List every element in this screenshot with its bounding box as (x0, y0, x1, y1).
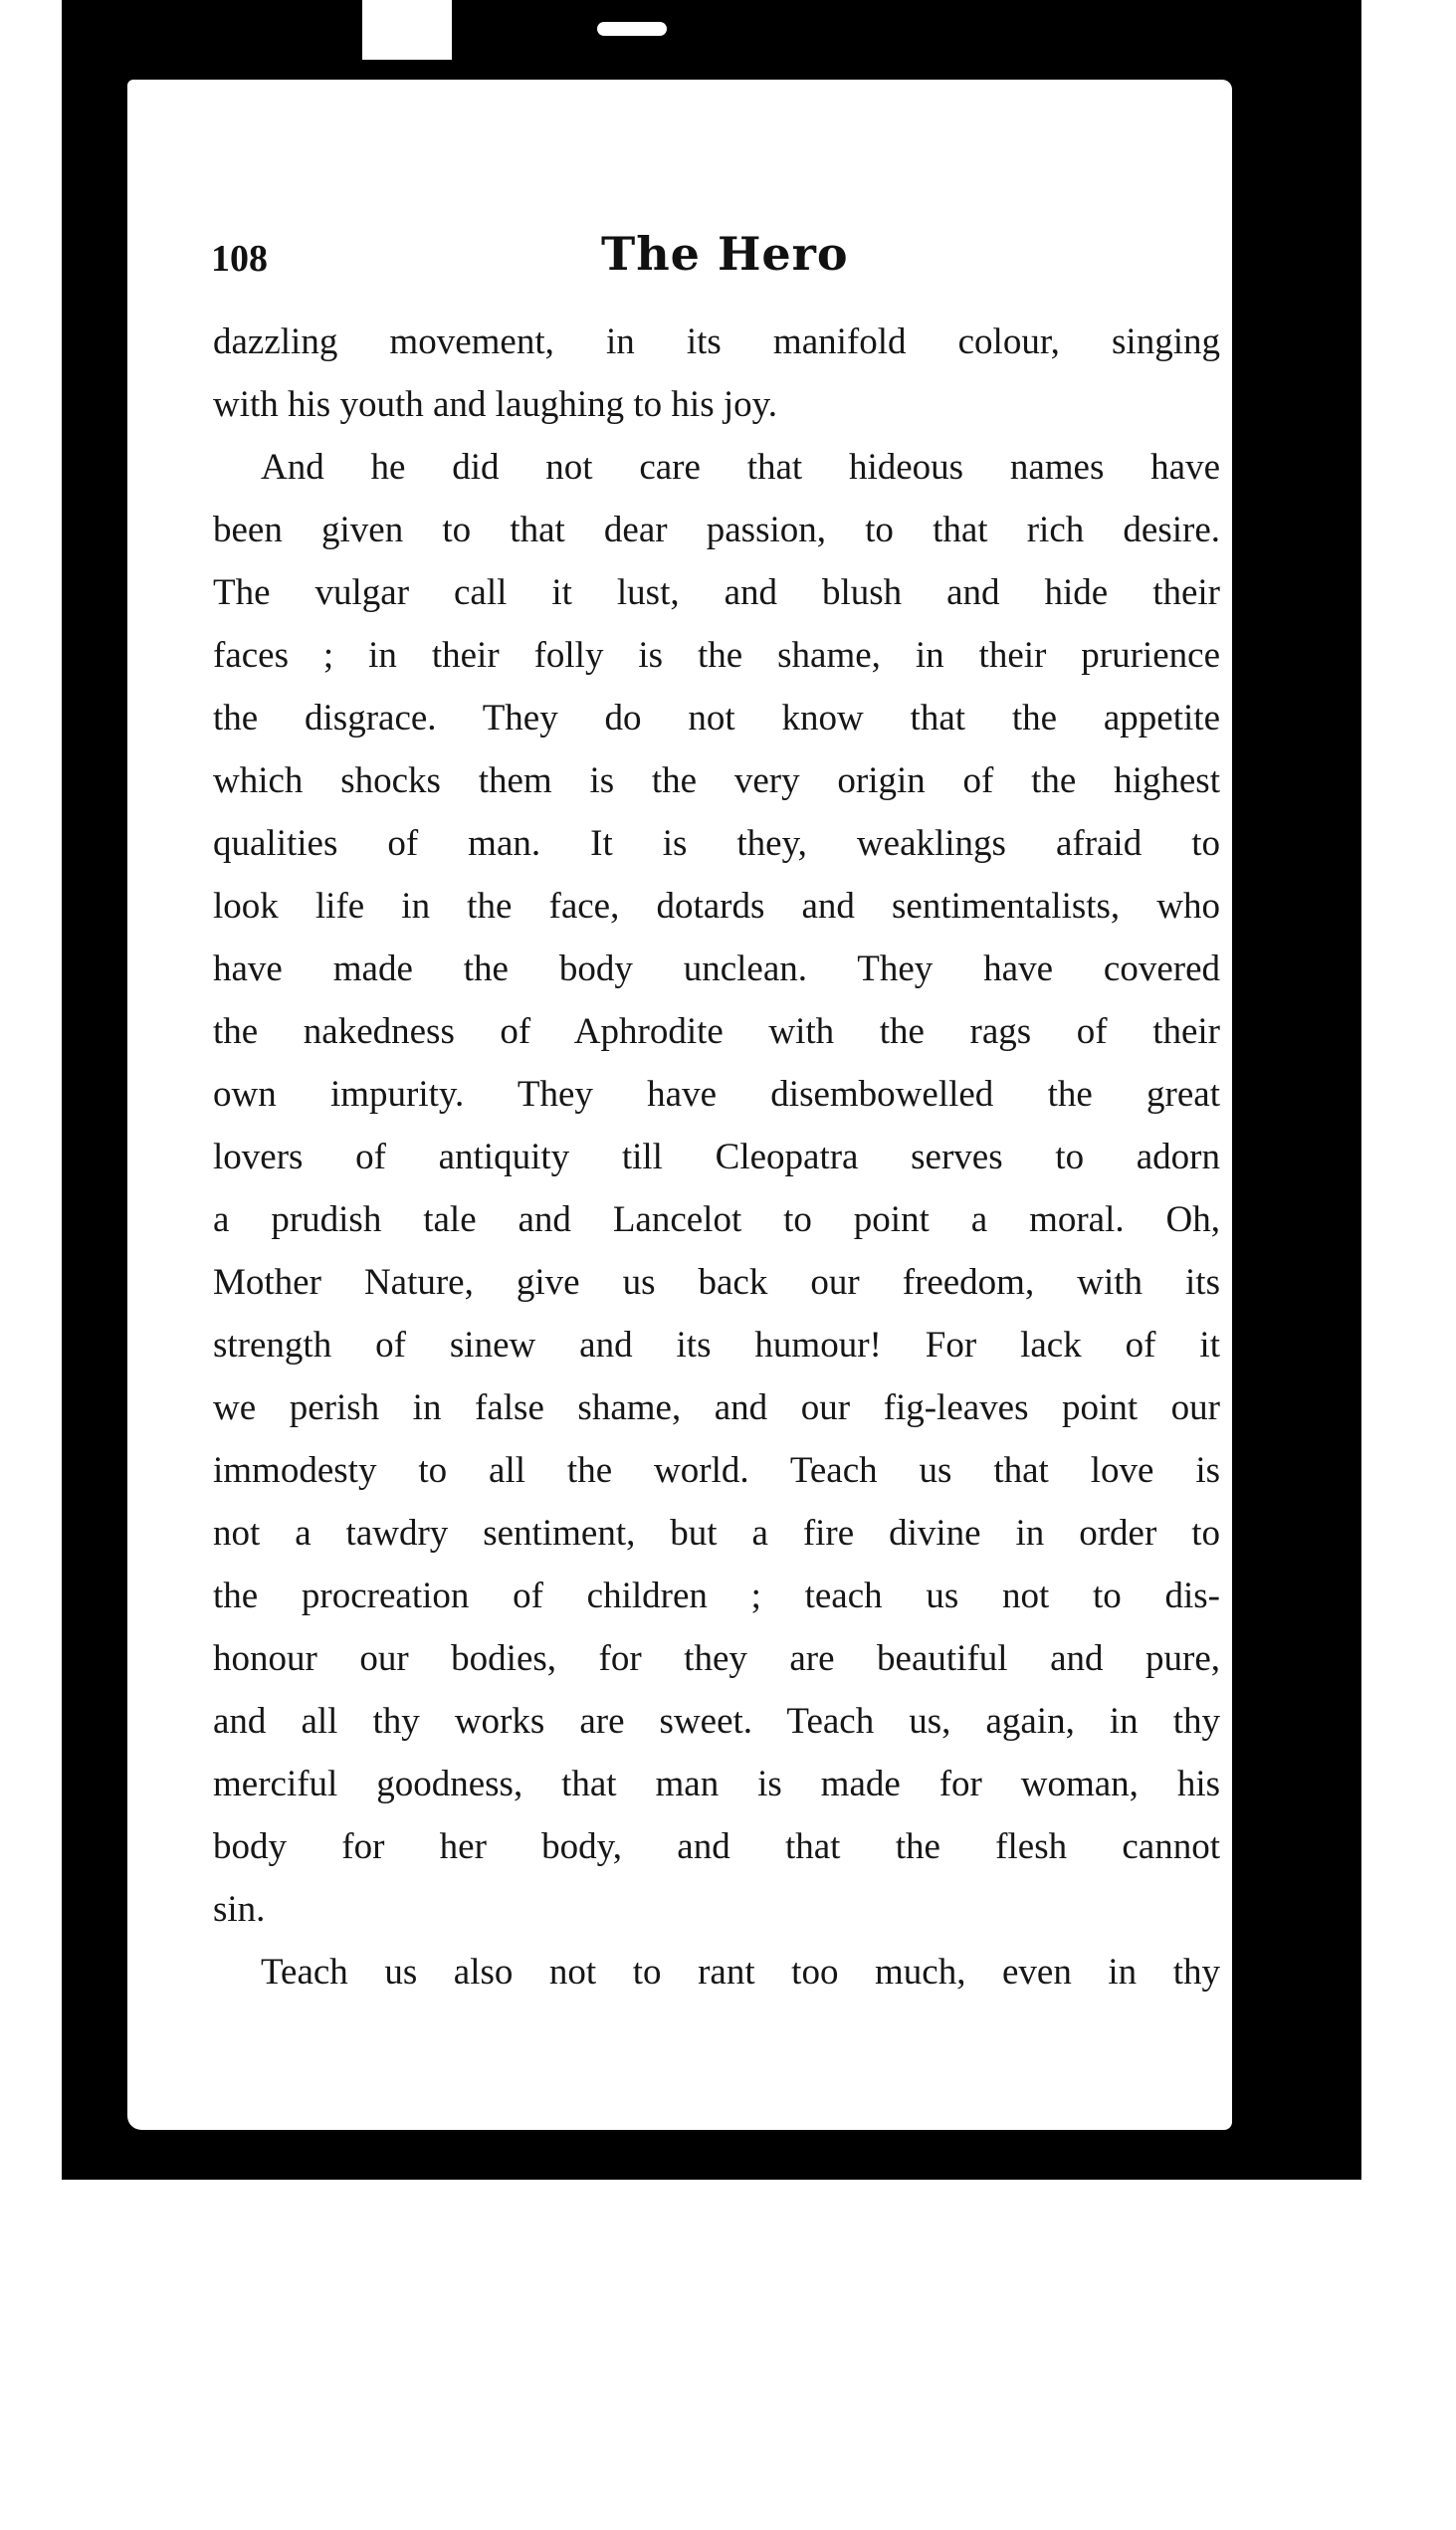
text-line: the disgrace. They do not know that the appetite (213, 698, 1220, 738)
page-edge-shadow (1232, 70, 1292, 289)
scan-mark (597, 22, 667, 36)
text-line: immodesty to all the world. Teach us that love is (213, 1450, 1220, 1491)
text-line: which shocks them is the very origin of the highest (213, 760, 1220, 801)
text-line: have made the body unclean. They have covered (213, 949, 1220, 989)
text-line: the procreation of children ; teach us not to dis- (213, 1576, 1220, 1616)
text-line: own impurity. They have disembowelled the great (213, 1074, 1220, 1115)
text-line: The vulgar call it lust, and blush and hide their (213, 572, 1220, 613)
text-line: qualities of man. It is they, weaklings afraid to (213, 823, 1220, 864)
body-text (213, 311, 1220, 2003)
text-line: a prudish tale and Lancelot to point a moral. Oh, (213, 1199, 1220, 1240)
text-line: the nakedness of Aphrodite with the rags of their (213, 1011, 1220, 1052)
text-line: And he did not care that hideous names have (261, 447, 1220, 488)
text-line: not a tawdry sentiment, but a fire divine in order to (213, 1513, 1220, 1554)
text-line: sin. (213, 1889, 266, 1930)
text-line: with his youth and laughing to his joy. (213, 384, 777, 425)
text-line: body for her body, and that the flesh cannot (213, 1826, 1220, 1867)
text-line: and all thy works are sweet. Teach us, again, in thy (213, 1701, 1220, 1742)
text-line: Mother Nature, give us back our freedom, with its (213, 1262, 1220, 1303)
text-line: merciful goodness, that man is made for woman, his (213, 1764, 1220, 1804)
text-line: lovers of antiquity till Cleopatra serves to adorn (213, 1137, 1220, 1177)
page-number: 108 (211, 238, 268, 280)
text-line: dazzling movement, in its manifold colour, singing (213, 321, 1220, 362)
text-line: we perish in false shame, and our fig-leaves point our (213, 1387, 1220, 1428)
scan-border-gap (362, 0, 452, 60)
running-head (211, 227, 1206, 287)
text-line: strength of sinew and its humour! For lack of it (213, 1325, 1220, 1366)
text-line: Teach us also not to rant too much, even in thy (261, 1952, 1220, 1993)
text-line: honour our bodies, for they are beautiful and pure, (213, 1638, 1220, 1679)
text-line: faces ; in their folly is the shame, in their prurience (213, 635, 1220, 676)
text-line: look life in the face, dotards and sentimentalists, who (213, 886, 1220, 927)
running-title: The Hero (601, 227, 849, 281)
text-line: been given to that dear passion, to that rich desire. (213, 510, 1220, 550)
